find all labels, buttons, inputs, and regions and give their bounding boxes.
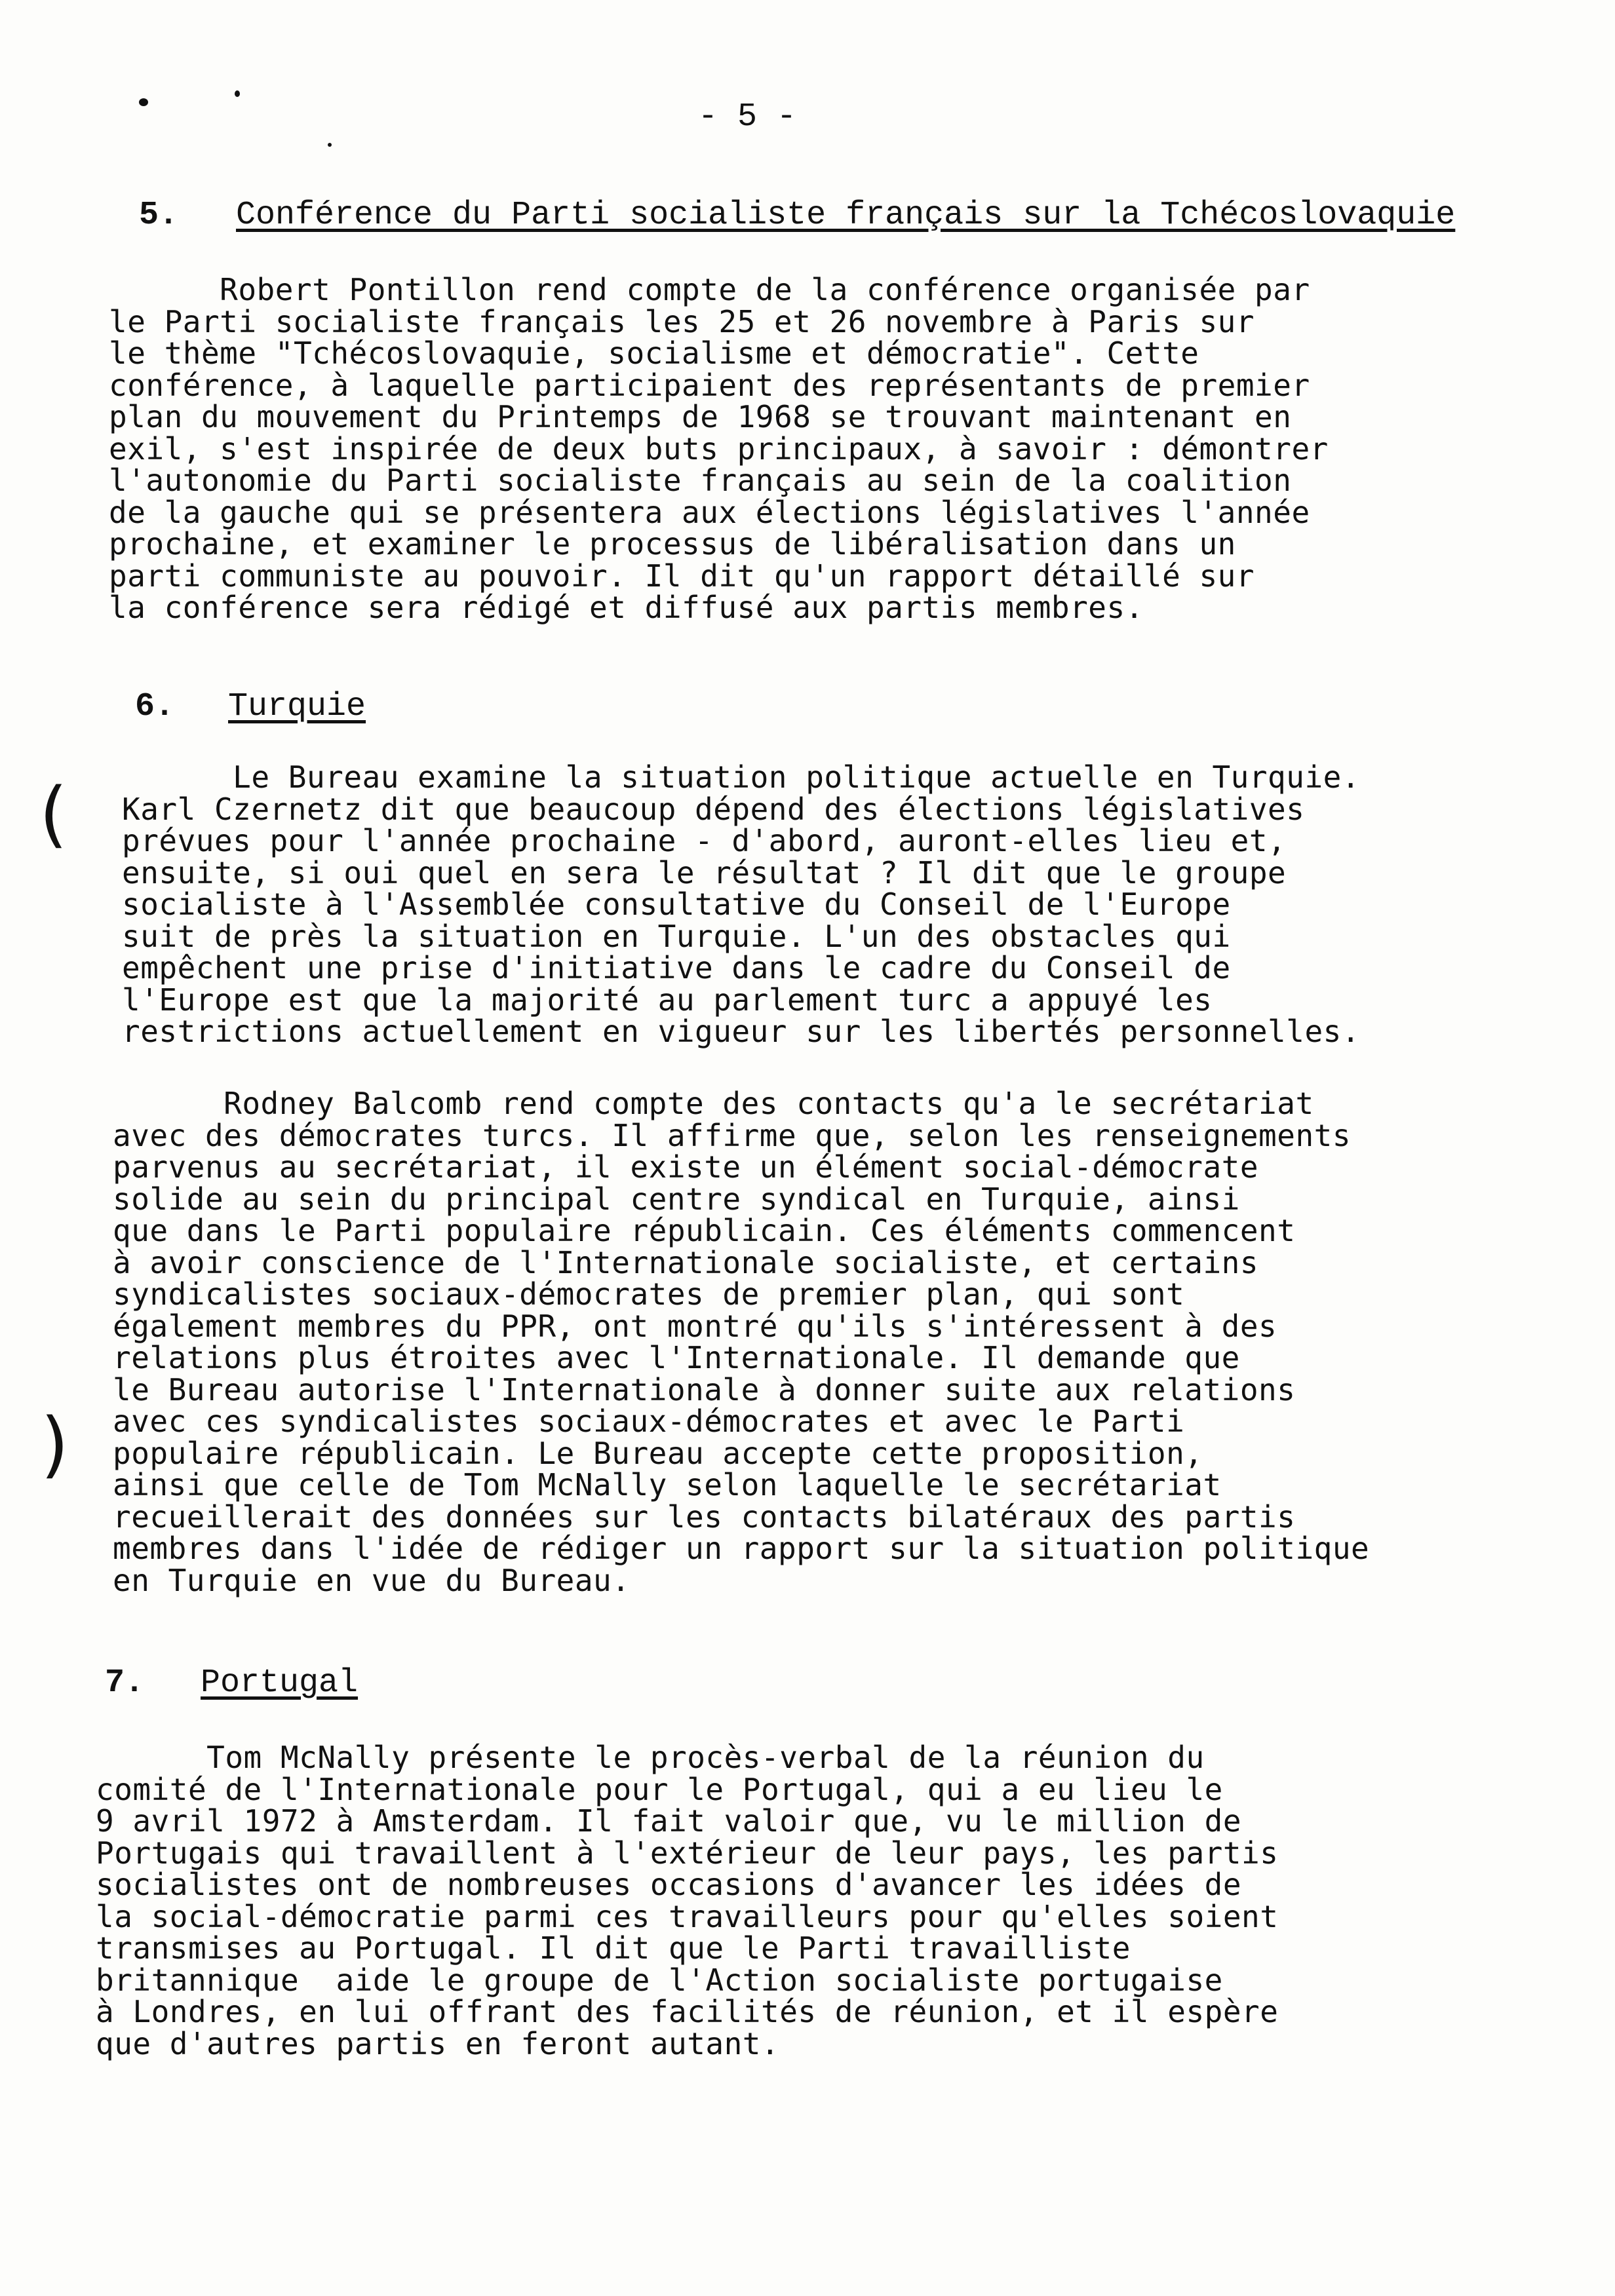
margin-bracket-right-mark: ) bbox=[41, 1402, 69, 1486]
paragraph: Le Bureau examine la situation politique actuelle en Turquie. Karl Czernetz dit que beaucoup dépend des élections législatives prévues pour l'année prochaine - d'abord, auront-elles lieu et, ensuite, si oui quel en sera le résultat ? Il dit que le groupe socialiste à l'Assemblée consultative du Conseil de l'Europe suit de près la situation en Turquie. L'un des obstacles qui empêchent une prise d'initiative dans le cadre du Conseil de l'Europe est que la majorité au parlement turc a appuyé les restrictions actuellement en vigueur sur les libertés personnelles. bbox=[122, 759, 1361, 1049]
section-number: 6. bbox=[135, 688, 175, 725]
section-number: 5. bbox=[139, 197, 179, 234]
paragraph: Tom McNally présente le procès-verbal de la réunion du comité de l'Internationale pour le Portugal, qui a eu lieu le 9 avril 1972 à Amsterdam. Il fait valoir que, vu le million de Portugais qui travaillent à l'extérieur de leur pays, les partis socialistes ont de nombreuses occasions d'avancer les idées de la social-démocratie parmi ces travailleurs pour qu'elles soient transmises au Portugal. Il dit que le Parti travailliste britannique aide le groupe de l'Action socialiste portugaise à Londres, en lui offrant des facilités de réunion, et il espère que d'autres partis en feront autant. bbox=[96, 1740, 1279, 2061]
section-title: Conférence du Parti socialiste français sur la Tchécoslovaquie bbox=[236, 197, 1456, 234]
margin-bracket-left-mark: ( bbox=[39, 772, 68, 856]
scan-speck bbox=[235, 90, 240, 97]
paragraph: Robert Pontillon rend compte de la conférence organisée par le Parti socialiste français les 25 et 26 novembre à Paris sur le thème "Tchécoslovaquie, socialisme et démocratie". Cette conférence, à laquelle participaient des représentants de premier plan du mouvement du Printemps de 1968 se trouvant maintenant en exil, s'est inspirée de deux buts principaux, à savoir : démontrer l'autonomie du Parti socialiste français au sein de la coalition de la gauche qui se présentera aux élections législatives l'année prochaine, et examiner le processus de libéralisation dans un parti communiste au pouvoir. Il dit qu'un rapport détaillé sur la conférence sera rédigé et diffusé aux partis membres. bbox=[109, 272, 1329, 625]
section-title: Turquie bbox=[228, 688, 366, 725]
scan-speck bbox=[139, 98, 148, 106]
page-number: - 5 - bbox=[697, 98, 797, 136]
section-number: 7. bbox=[105, 1664, 145, 1702]
paragraph: Rodney Balcomb rend compte des contacts qu'a le secrétariat avec des démocrates turcs. Il affirme que, selon les renseignements parvenus au secrétariat, il existe un élément social-démocrate solide au sein du principal centre syndical en Turquie, ainsi que dans le Parti populaire républicain. Ces éléments commencent à avoir conscience de l'Internationale socialiste, et certains syndicalistes sociaux-démocrates de premier plan, qui sont également membres du PPR, ont montré qu'ils s'intéressent à des relations plus étroites avec l'Internationale. Il demande que le Bureau autorise l'Internationale à donner suite aux relations avec ces syndicalistes sociaux-démocrates et avec le Parti populaire républicain. Le Bureau accepte cette proposition, ainsi que celle de Tom McNally selon laquelle le secrétariat recueillerait des données sur les contacts bilatéraux des partis membres dans l'idée de rédiger un rapport sur la situation politique en Turquie en vue du Bureau. bbox=[113, 1086, 1370, 1598]
scan-speck bbox=[328, 143, 332, 147]
section-title: Portugal bbox=[201, 1664, 359, 1702]
